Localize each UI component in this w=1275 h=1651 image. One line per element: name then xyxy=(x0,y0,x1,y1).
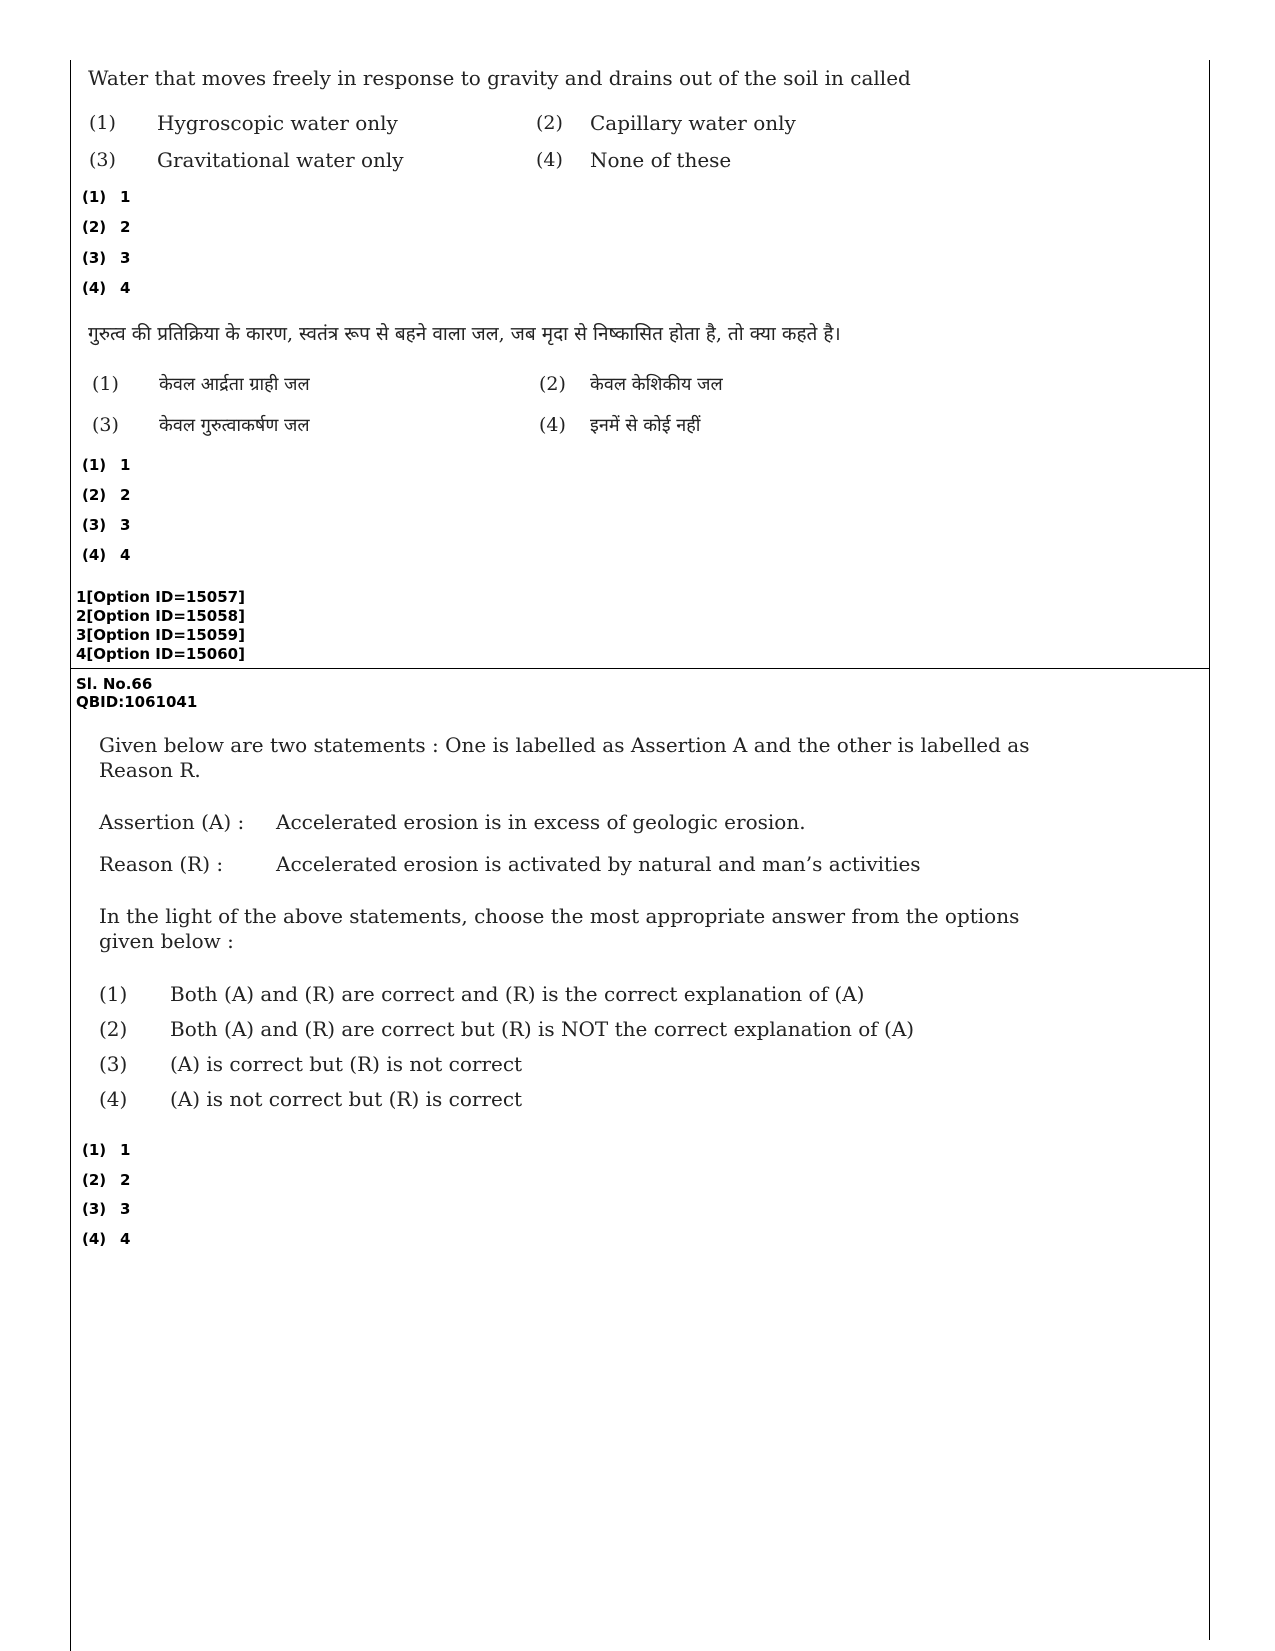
question-bank-id: QBID:1061041 xyxy=(76,693,198,711)
option-text: Both (A) and (R) are correct and (R) is the correct explanation of (A) xyxy=(170,982,865,1006)
answer-value: 4 xyxy=(120,279,131,297)
option-number: (2) xyxy=(536,112,563,134)
reason-label: Reason (R) : xyxy=(99,852,224,876)
answer-choice[interactable] xyxy=(82,218,130,236)
answer-choice[interactable] xyxy=(82,279,130,297)
answer-value: 4 xyxy=(120,546,131,564)
option-number: (2) xyxy=(99,1017,128,1041)
answer-choice[interactable] xyxy=(82,188,130,206)
answer-choice[interactable] xyxy=(82,249,130,267)
answer-choice[interactable] xyxy=(82,486,130,504)
answer-value: 1 xyxy=(120,188,131,206)
question-meta xyxy=(76,675,197,711)
question-stem-hindi: गुरुत्व की प्रतिक्रिया के कारण, स्वतंत्र रूप से बहने वाला जल, जब मृदा से निष्कासित होता है, तो क्या कहते है। xyxy=(88,323,841,345)
option-id: 1[Option ID=15057] xyxy=(76,588,245,606)
option-number: (4) xyxy=(536,149,563,171)
option-text: Both (A) and (R) are correct but (R) is NOT the correct explanation of (A) xyxy=(170,1017,915,1041)
answer-number: (2) xyxy=(82,1171,107,1189)
answer-number: (3) xyxy=(82,249,107,267)
answer-value: 2 xyxy=(120,486,131,504)
answer-value: 3 xyxy=(120,249,131,267)
option-text: Gravitational water only xyxy=(157,148,404,172)
answer-value: 2 xyxy=(120,1171,131,1189)
answer-choice[interactable] xyxy=(82,1171,130,1189)
option-number: (3) xyxy=(92,414,119,436)
option-text: (A) is correct but (R) is not correct xyxy=(170,1052,523,1076)
option-number: (4) xyxy=(539,414,566,436)
answer-number: (3) xyxy=(82,516,107,534)
option-number: (2) xyxy=(539,373,566,395)
option-number: (3) xyxy=(89,149,116,171)
answer-number: (3) xyxy=(82,1200,107,1218)
answer-value: 3 xyxy=(120,1200,131,1218)
answer-value: 1 xyxy=(120,456,131,474)
answer-number: (4) xyxy=(82,546,107,564)
option-id-list xyxy=(76,588,245,664)
option-id: 2[Option ID=15058] xyxy=(76,607,245,625)
answer-value: 3 xyxy=(120,516,131,534)
answer-number: (2) xyxy=(82,218,107,236)
answer-choice[interactable] xyxy=(82,1141,130,1159)
assertion-text: Accelerated erosion is in excess of geologic erosion. xyxy=(276,810,806,834)
right-border xyxy=(1209,60,1210,1640)
answer-choice[interactable] xyxy=(82,1230,130,1248)
option-number: (1) xyxy=(89,112,116,134)
answer-number: (1) xyxy=(82,188,107,206)
option-number: (1) xyxy=(99,982,128,1006)
option-number: (1) xyxy=(92,373,119,395)
answer-value: 4 xyxy=(120,1230,131,1248)
answer-number: (1) xyxy=(82,456,107,474)
answer-number: (1) xyxy=(82,1141,107,1159)
answer-number: (4) xyxy=(82,279,107,297)
left-border xyxy=(70,60,71,1651)
question-divider xyxy=(70,668,1210,669)
answer-number: (2) xyxy=(82,486,107,504)
answer-value: 1 xyxy=(120,1141,131,1159)
serial-number: Sl. No.66 xyxy=(76,675,153,693)
answer-number: (4) xyxy=(82,1230,107,1248)
option-text: केवल आर्द्रता ग्राही जल xyxy=(159,374,310,395)
answer-choice[interactable] xyxy=(82,1200,130,1218)
option-text: केवल गुरुत्वाकर्षण जल xyxy=(159,415,310,436)
assertion-label: Assertion (A) : xyxy=(99,810,245,834)
option-id: 4[Option ID=15060] xyxy=(76,645,245,663)
intro-text: Reason R. xyxy=(99,758,201,782)
option-text: (A) is not correct but (R) is correct xyxy=(170,1087,523,1111)
option-id: 3[Option ID=15059] xyxy=(76,626,245,644)
answer-choice[interactable] xyxy=(82,516,130,534)
question-stem-english: Water that moves freely in response to gravity and drains out of the soil in called xyxy=(88,66,911,90)
prompt-text: given below : xyxy=(99,929,234,953)
option-number: (4) xyxy=(99,1087,128,1111)
option-text: None of these xyxy=(590,148,732,172)
intro-text: Given below are two statements : One is labelled as Assertion A and the other is labelled as xyxy=(99,733,1030,757)
answer-choice[interactable] xyxy=(82,546,130,564)
answer-choice[interactable] xyxy=(82,456,130,474)
reason-text: Accelerated erosion is activated by natural and man’s activities xyxy=(276,852,921,876)
option-text: केवल केशिकीय जल xyxy=(590,374,723,395)
option-text: Hygroscopic water only xyxy=(157,111,398,135)
option-text: इनमें से कोई नहीं xyxy=(590,415,701,436)
prompt-text: In the light of the above statements, choose the most appropriate answer from the options xyxy=(99,904,1020,928)
option-number: (3) xyxy=(99,1052,128,1076)
option-text: Capillary water only xyxy=(590,111,796,135)
answer-value: 2 xyxy=(120,218,131,236)
